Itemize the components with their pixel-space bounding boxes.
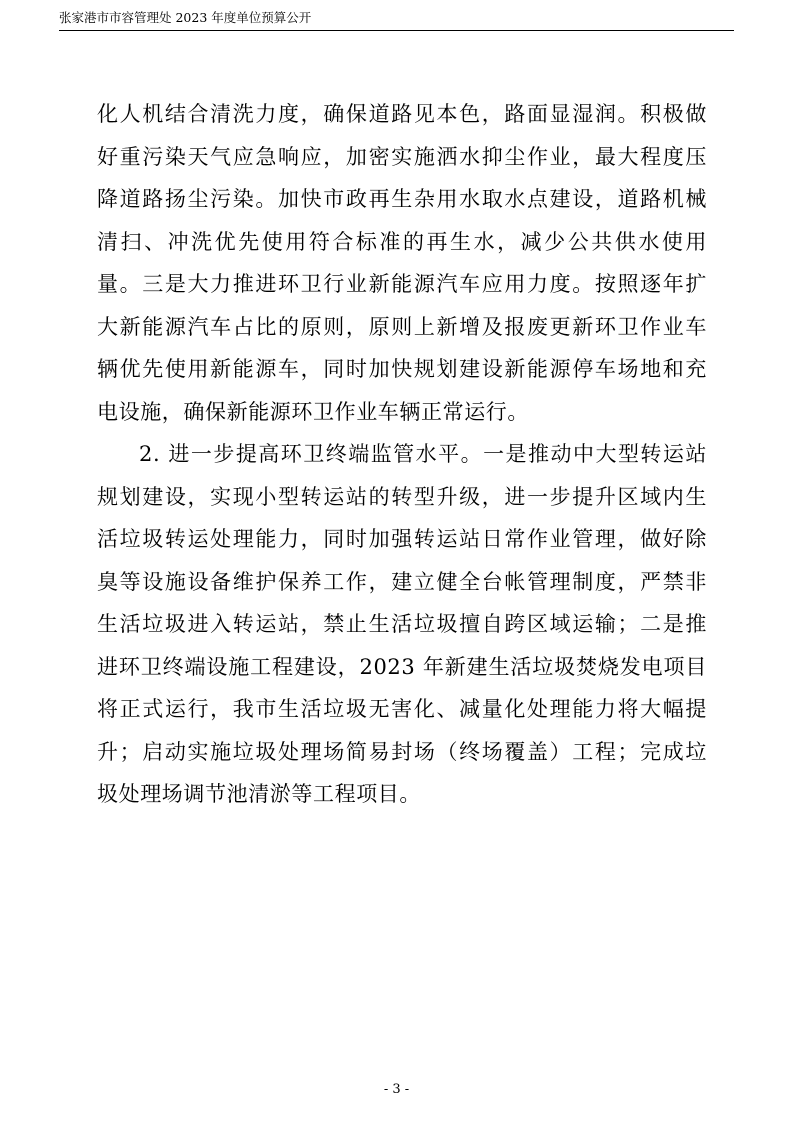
- text-line: 好重污染天气应急响应，加密实施洒水抑尘作业，最大程度压: [97, 144, 707, 169]
- text-line: 升；启动实施垃圾处理场简易封场（终场覆盖）工程；完成垃: [97, 739, 707, 764]
- text-line: 大新能源汽车占比的原则，原则上新增及报废更新环卫作业车: [97, 314, 707, 339]
- text-line: 规划建设，实现小型转运站的转型升级，进一步提升区域内生: [97, 484, 707, 509]
- paragraph-first-line: 2. 进一步提高环卫终端监管水平。一是推动中大型转运站: [139, 442, 707, 466]
- text-line: 活垃圾转运处理能力，同时加强转运站日常作业管理，做好除: [97, 527, 707, 551]
- header-title: 张家港市市容管理处 2023 年度单位预算公开: [59, 10, 312, 25]
- text-line: 降道路扬尘污染。加快市政再生杂用水取水点建设，道路机械: [97, 187, 707, 211]
- text-line: 清扫、冲洗优先使用符合标准的再生水，减少公共供水使用: [97, 229, 707, 254]
- paragraph-last-line: 圾处理场调节池清淤等工程项目。: [97, 782, 421, 806]
- page-header: [59, 6, 734, 31]
- text-line: 将正式运行，我市生活垃圾无害化、减量化处理能力将大幅提: [97, 697, 707, 721]
- text-line: 进环卫终端设施工程建设，2023 年新建生活垃圾焚烧发电项目: [97, 654, 707, 679]
- page-number: - 3 -: [383, 1082, 410, 1097]
- text-line: 辆优先使用新能源车，同时加快规划建设新能源停车场地和充: [97, 357, 707, 381]
- text-line: 臭等设施设备维护保养工作，建立健全台帐管理制度，严禁非: [97, 569, 707, 594]
- body-text: [97, 93, 707, 816]
- text-line: 量。三是大力推进环卫行业新能源汽车应用力度。按照逐年扩: [97, 272, 707, 296]
- text-line: 生活垃圾进入转运站，禁止生活垃圾擅自跨区域运输；二是推: [97, 612, 707, 636]
- text-line: 化人机结合清洗力度，确保道路见本色，路面显湿润。积极做: [97, 102, 707, 126]
- paragraph-last-line: 电设施，确保新能源环卫作业车辆正常运行。: [97, 399, 529, 424]
